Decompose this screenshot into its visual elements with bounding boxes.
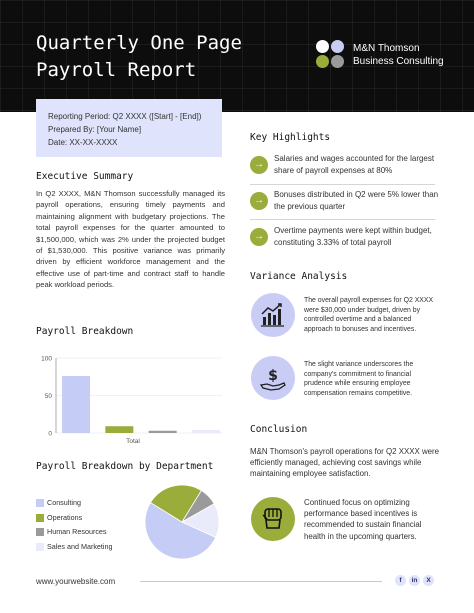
report-title-line2: Payroll Report: [36, 59, 197, 81]
highlight-text: Bonuses distributed in Q2 were 5% lower than the previous quarter: [274, 190, 439, 211]
report-date: Date: XX-XX-XXXX: [48, 138, 118, 147]
bar-operations: [105, 426, 133, 433]
svg-text:$: $: [268, 368, 278, 384]
conclusion-note: Continued focus on optimizing performance based incentives is recommended to sustain financial health in the upcoming quarters.: [304, 498, 422, 541]
legend-label-sales-marketing: Sales and Marketing: [47, 542, 113, 551]
bar-sales-and-marketing: [192, 430, 220, 433]
facebook-icon[interactable]: f: [395, 575, 406, 586]
reporting-period: Reporting Period: Q2 XXXX ([Start] - [End]): [48, 112, 202, 121]
highlight-item: [250, 153, 440, 185]
prepared-by: Prepared By: [Your Name]: [48, 125, 142, 134]
highlight-text: Salaries and wages accounted for the largest share of payroll expenses at 80%: [274, 154, 435, 175]
payroll-breakdown-heading: Payroll Breakdown: [36, 326, 134, 337]
report-header: [0, 0, 474, 112]
report-title: [36, 30, 296, 84]
y-tick-label: 50: [44, 393, 52, 400]
company-name-line2: Business Consulting: [353, 56, 444, 67]
variance-analysis-heading: Variance Analysis: [250, 271, 348, 282]
x-icon[interactable]: X: [423, 575, 434, 586]
logo-dot-1: [316, 40, 329, 53]
company-name: [353, 42, 444, 68]
fist-icon: [251, 497, 295, 541]
report-info-box: [36, 99, 222, 157]
highlight-text: Overtime payments were kept within budget, constituting 3.33% of total payroll: [274, 226, 432, 247]
y-tick-label: 100: [41, 355, 52, 363]
payroll-by-department-heading: Payroll Breakdown by Department: [36, 461, 214, 472]
bar-human-resources: [149, 431, 177, 433]
payroll-breakdown-bar-chart: [36, 350, 226, 450]
executive-summary-heading: Executive Summary: [36, 171, 134, 182]
divider: [250, 219, 435, 220]
legend-label-operations: Operations: [47, 513, 83, 522]
bar-consulting: [62, 376, 90, 433]
logo-dot-3: [316, 55, 329, 68]
logo-dot-2: [331, 40, 344, 53]
arrow-right-icon: →: [250, 228, 268, 246]
variance-text: The overall payroll expenses for Q2 XXXX were $30,000 under budget, driven by controlled overtime and a balanced approach to bonuses and incentives.: [304, 297, 434, 334]
y-tick-label: 0: [48, 430, 52, 438]
divider: [250, 184, 435, 185]
arrow-right-icon: →: [250, 156, 268, 174]
legend-label-consulting: Consulting: [47, 498, 81, 507]
logo-dot-4: [331, 55, 344, 68]
money-hand-icon: [251, 356, 295, 400]
executive-summary-text: In Q2 XXXX, M&N Thomson successfully managed its payroll operations, ensuring timely payments and maintaining alignment with budgetary projections. The total payroll expenses for the quarter amounted to $1,500,000, which was 2% under the projected budget of $1,530,000. This positive variance was primarily driven by efficient workforce management and the effective use of part-time and contract staff to handle peak workload periods.: [36, 189, 225, 290]
linkedin-icon[interactable]: in: [409, 575, 420, 586]
footer-divider: [140, 581, 382, 582]
payroll-by-department-pie-chart: [36, 482, 236, 562]
conclusion-heading: Conclusion: [250, 424, 308, 435]
arrow-right-icon: →: [250, 192, 268, 210]
highlight-item: [250, 189, 440, 221]
company-name-line1: M&N Thomson: [353, 43, 420, 54]
report-title-line1: Quarterly One Page: [36, 32, 242, 54]
website-link[interactable]: www.yourwebsite.com: [36, 577, 116, 586]
highlight-item: [250, 225, 440, 257]
bar-chart-icon: [251, 293, 295, 337]
legend-label-human-resources: Human Resources: [47, 527, 107, 536]
x-tick-label: Total: [126, 438, 140, 445]
variance-text: The slight variance underscores the company's commitment to financial prudence while ensuring employee compensation remains competitive.: [304, 361, 414, 398]
conclusion-text: M&N Thomson's payroll operations for Q2 XXXX were efficiently managed, achieving cost savings while maintaining employee satisfaction.: [250, 447, 440, 479]
key-highlights-heading: Key Highlights: [250, 132, 331, 143]
company-logo: [316, 40, 346, 70]
